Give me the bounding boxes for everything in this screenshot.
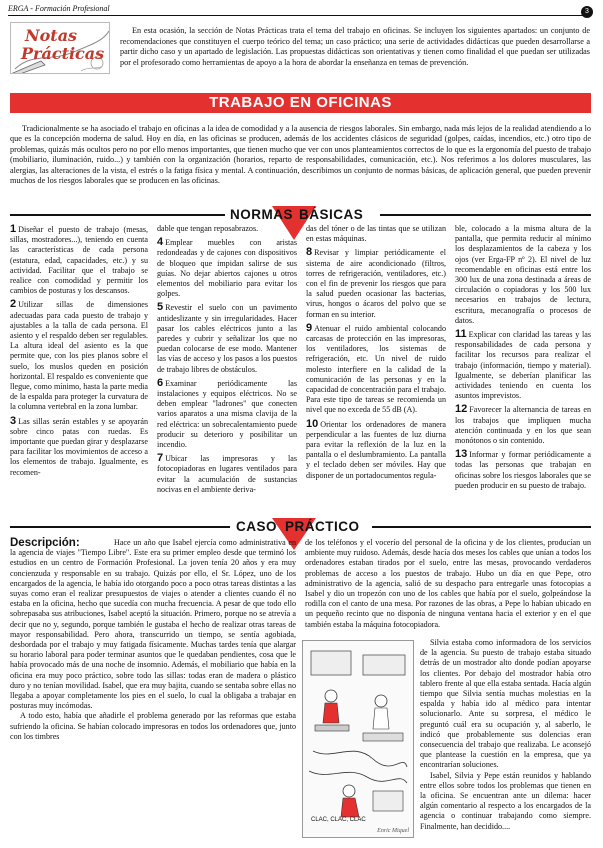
norma-item	[157, 453, 297, 495]
caso-section-heading	[10, 518, 591, 536]
caso-right-bottom	[420, 638, 591, 832]
norma-item	[157, 237, 297, 299]
norma-number: 11	[455, 328, 467, 341]
norma-item	[157, 302, 297, 374]
norma-text: Examinar periódicamente las instalaciones y equipos eléctricos. No se deben emplear "ladrones" que conecten varios aparatos a una misma clavija de la red eléctrica: un sobrecalentamiento puede producir su deterioro y posibilitar un incendio.	[157, 378, 297, 450]
norma-number: 6	[157, 376, 164, 389]
normas-title-a: NORMAS	[230, 207, 293, 222]
normas-title-b: BÁSICAS	[299, 207, 364, 222]
norma-number: 2	[10, 298, 17, 311]
section-rule-left	[10, 214, 225, 216]
caso-paragraph-4: Silvia estaba como informadora de los servicios de la agencia. Su puesto de trabajo estaba situado detrás de un mostrador alto donde podían apoyarse los clientes. Por debajo del mostrador había otro tablero frente al que ella estaba sentada. Hacía algún tiempo que Silvia sentía muchas molestias en la espalda y había ido al médico para intentar solucionarlo. Ante su sorpresa, el médico le preguntó cuál era su ocupación y, al saberlo, le indicó que probablemente sus dolencias eran consecuencia del trabajo que realizaba. Le aconsejó que plantease la cuestión en la empresa, que ya encontrarían soluciones.	[420, 638, 591, 770]
norma-number: 3	[10, 414, 17, 427]
illustration-sound-text: CLAC, CLAC, CLAC	[311, 817, 366, 823]
norma-item	[306, 247, 446, 319]
norma-text: ble, colocado a la misma altura de la pantalla, que permita reducir al mínimo los desplazamientos de la cabeza y los ojos (ver Erga-FP nº 2). El nivel de luz recomendable en oficinas está entre los 300 lux de una zona destinada a áreas de circulación o copiadoras y los 500 lux necesarios en trabajos de lectura, escritura, mecanografía o procesos de datos.	[455, 224, 591, 325]
section-rule-left	[10, 526, 230, 528]
normas-section-heading	[10, 206, 591, 224]
office-scene-image	[303, 641, 413, 837]
norma-text: Las sillas serán estables y se apoyarán sobre cinco patas con ruedas. Es importante que puedan girar y desplazarse para facilitar los movimientos de acceso a los elementos de trabajo. Igualmente, es recomen-	[10, 416, 148, 477]
norma-text: Ubicar las impresoras y las fotocopiadoras en lugares ventilados para evitar la acumulación de sustancias nocivas en el ambiente deriva-	[157, 454, 297, 494]
norma-item	[157, 224, 297, 234]
norma-item	[306, 323, 446, 416]
caso-paragraph-3: de los teléfonos y el vocerío del personal de la oficina y de los clientes, producían un ambiente muy ruidoso. Además, desde hacía dos meses los cables que unían a todos los ordenadores estaban tirados por el suelo, entre las mesas, provocando verdaderos problemas de acceso a los puestos de trabajo. Hubo un día en que Pepe, otro administrativo de la agencia, salió de su despacho para entregarle unas fotocopias a Isabel y dio un tropezón con uno de los cables que había por el suelo, golpeándose la rodilla con el canto de una mesa. Por razones de las obras, a Pepe lo habían ubicado en un pequeño recinto que no disponía de ninguna ventana hacia el exterior y en el que también estaba la máquina fotocopiadora.	[305, 538, 591, 629]
norma-text: Orientar los ordenadores de manera perpendicular a las fuentes de luz diurna para evitar la reflexión de la luz en la pantalla o el deslumbramiento. La pantalla y el teclado deben ser móviles. Hay que disponer de un portadocumentos regula-	[306, 419, 446, 480]
norma-item	[10, 224, 148, 296]
logo-line1: Notas	[25, 26, 78, 45]
norma-text: Atenuar el ruido ambiental colocando carcasas de protección en las impresoras, los ventiladores, los sistemas de refrigeración, etc. Un nivel de ruido molesto interfiere en la calidad de la comunicación de las personas y en la capacidad de concentración para el trabajo. Para este tipo de tareas se recomienda un nivel que no exceda de 55 dB (A).	[306, 323, 446, 415]
norma-text: Emplear muebles con aristas redondeadas y de cajones con dispositivos de bloqueo que impidan salirse de sus guías. No dejar abiertos cajones u otros elementos del mobiliario para evitar los golpes.	[157, 238, 297, 299]
illustration-credit: Enric Miquel	[377, 828, 409, 834]
norma-item	[10, 299, 148, 412]
norma-number: 5	[157, 301, 164, 314]
page-header	[0, 0, 603, 18]
norma-item	[455, 224, 591, 326]
notas-practicas-logo	[10, 22, 110, 74]
norma-text: das del tóner o de las tintas que se utilizan en estas máquinas.	[306, 224, 446, 244]
norma-item	[157, 378, 297, 450]
section-rule-right	[372, 526, 591, 528]
norma-text: Favorecer la alternancia de tareas en los trabajos que impliquen mucha atención continuada y en los que sean monótonos o sin contenido.	[455, 405, 591, 446]
norma-number: 7	[157, 452, 164, 465]
main-title: TRABAJO EN OFICINAS	[10, 93, 591, 113]
norma-item	[306, 419, 446, 481]
caso-paragraph-1: Hace un año que Isabel ejercía como administrativa en la agencia de viajes "Tiempo Libre". Este era su primer empleo desde que terminó los estudios en un centro de Formación Profesional. La joven tenía 20 años y era muy concienzuda y responsable en su trabajo. Quizás por ello, el Sr. López, uno de los encargados de la agencia, le había ido otorgando poco a poco otras tareas distintas a las suyas como eran el realizar presupuestos de viajes o atender a clientes cuando él no estaba en la oficina, hecho que sucedía con mucha frecuencia. A pesar de que todo ello sobrepasaba sus atribuciones, Isabel aceptó la situación. Primero, porque no se atrevía a decir que no y, segundo, porque también le gustaba el hecho de realizar otras tareas de mayor responsabilidad. Pero ahora, transcurrido un tiempo, se sentía agobiada, desbordada por el trabajo y muy fatigada físicamente. Muchas tardes tenía que alargar su horario laboral para poder terminar asuntos que le quedaban pendientes, cosa que le había provocado más de una noche de insomnio. Además, el mobiliario que había en la oficina era muy poco práctico, sobre todo las sillas: todas eran de madera o plástico duro y no tenían movilidad. Isabel, que era muy bajita, cuando se sentaba sobre ellas no llegaba a apoyar completamente los pies en el suelo, lo cual la obligaba a trabajar en posturas muy incómodas.	[10, 538, 296, 711]
lead-paragraph: Tradicionalmente se ha asociado el trabajo en oficinas a la idea de comodidad y a la ausencia de riesgos laborales. Sin embargo, nada más lejos de la realidad atendiendo a lo que es la concepción moderna de salud. Hoy en día, en las oficinas se producen, además de los accidentes clásicos de seguridad (golpes, caídas, incendios, etc.) otro tipo de problemas, quizás más ocultos pero no por ello menos importantes, que tienen mucho que ver con unos planteamientos correctos de lo que es la ergonomía del puesto de trabajo (mobiliario, iluminación, ruido...) y también con la organización (horarios, reparto de responsabilidades, comunicación, etc.). Nos referimos a los dolores musculares, las alergias, las alteraciones de la vista, el estrés o la fatiga física y mental. A continuación, describimos un conjunto de normas básicas, de aplicación general, que pueden prevenir muchos de los riesgos laborales que se producen en las oficinas.	[10, 124, 591, 186]
caso-paragraph-5: Isabel, Silvia y Pepe están reunidos y hablando entre ellos sobre todos los problemas que tienen en la oficina. Se encuentran ante un dilema: hacer algún comentario al respecto a los encargados de la agencia o continuar trabajando como siempre. Finalmente, han decidido....	[420, 770, 591, 831]
caso-left-column	[10, 538, 296, 742]
norma-text: Utilizar sillas de dimensiones adecuadas para cada puesto de trabajo y ajustables a la talla de cada persona. El asiento y el respaldo deben ser regulables. La altura ideal del asiento es la que permite que, con los pies planos sobre el suelo, los muslos queden en posición horizontal. El respaldo es conveniente que llegue, como mínimo, hasta la parte media de la espalda para proteger la curvatura de la columna vertebral en la zona lumbar.	[10, 300, 148, 412]
logo-text	[21, 26, 105, 63]
office-illustration	[302, 640, 414, 838]
normas-column-2	[157, 224, 297, 498]
logo-line2: Prácticas	[21, 44, 105, 63]
header-rule	[8, 15, 589, 16]
normas-column-1	[10, 224, 148, 481]
norma-number: 10	[306, 417, 319, 430]
caso-right-top	[305, 538, 591, 630]
norma-item	[10, 416, 148, 478]
intro-paragraph: En esta ocasión, la sección de Notas Prácticas trata el tema del trabajo en oficinas. Se incluyen los siguientes apartados: un conjunto de recomendaciones que constituyen el cuerpo teórico del tema; un caso práctico; una serie de actividades didácticas que pueden desarrollarse a partir dicho caso y un apartado de legislación. Las propuestas didácticas son orientativas y tienen como finalidad el que puedan ser utilizadas por el profesorado como herramientas de apoyo a la hora de abordar la enseñanza en temas de prevención.	[120, 26, 590, 67]
norma-text: Diseñar el puesto de trabajo (mesas, sillas, mostradores...), teniendo en cuenta las características de cada persona (estatura, edad, capacidades, etc.) y su actividad. Facilitar que el trabajo se realice con comodidad y permitir los cambios de posturas y los descansos.	[10, 225, 148, 296]
description-label: Descripción:	[10, 537, 80, 549]
norma-text: Revisar y limpiar periódicamente el sistema de aire acondicionado (filtros, torres de refrigeración, ventiladores, etc.) con el fin de prevenir los riesgos que para la salud pueden ocasionar las bacterias, virus, hongos o ácaros del polvo que se forman en su interior.	[306, 248, 446, 319]
norma-text: Informar y formar periódicamente a todas las personas que trabajan en oficinas sobre los riesgos laborales que se pueden producir en su puesto de trabajo.	[455, 450, 591, 490]
norma-number: 4	[157, 236, 164, 249]
norma-item	[306, 224, 446, 244]
caso-title-a: CASO	[236, 519, 278, 534]
normas-columns	[10, 224, 591, 524]
norma-number: 9	[306, 321, 313, 334]
normas-column-3	[306, 224, 446, 484]
header-publication: ERGA - Formación Profesional	[8, 4, 110, 13]
norma-item	[455, 329, 591, 401]
norma-text: dable que tengan reposabrazos.	[157, 224, 259, 233]
norma-text: Explicar con claridad las tareas y las responsabilidades de cada persona y facilitar los recursos para realizar el trabajo (información, tiempo y material). Igualmente, se deberían planificar las actividades teniendo en cuenta los asuntos imprevistos.	[455, 330, 591, 401]
norma-number: 8	[306, 246, 313, 259]
norma-item	[455, 404, 591, 446]
normas-column-4	[455, 224, 591, 494]
caso-title-b: PRÁCTICO	[285, 519, 360, 534]
norma-number: 12	[455, 403, 468, 416]
norma-text: Revestir el suelo con un pavimento antideslizante y sin irregularidades. Hacer pasar los cables eléctricos junto a las paredes y cubrir y señalizar los que no puedan colocarse de ese modo. Mantener las vías de acceso y los pasos a los puestos de trabajo libres de obstáculos.	[157, 303, 297, 374]
norma-number: 13	[455, 448, 468, 461]
caso-paragraph-2: A todo esto, había que añadirle el problema generado por las reformas que estaba sufriendo la oficina. Se habían colocado impresoras en todos los ordenadores que, junto con los timbres	[10, 711, 296, 741]
section-rule-right	[380, 214, 591, 216]
norma-number: 1	[10, 223, 17, 235]
page-number: 3	[581, 6, 593, 18]
norma-item	[455, 449, 591, 491]
